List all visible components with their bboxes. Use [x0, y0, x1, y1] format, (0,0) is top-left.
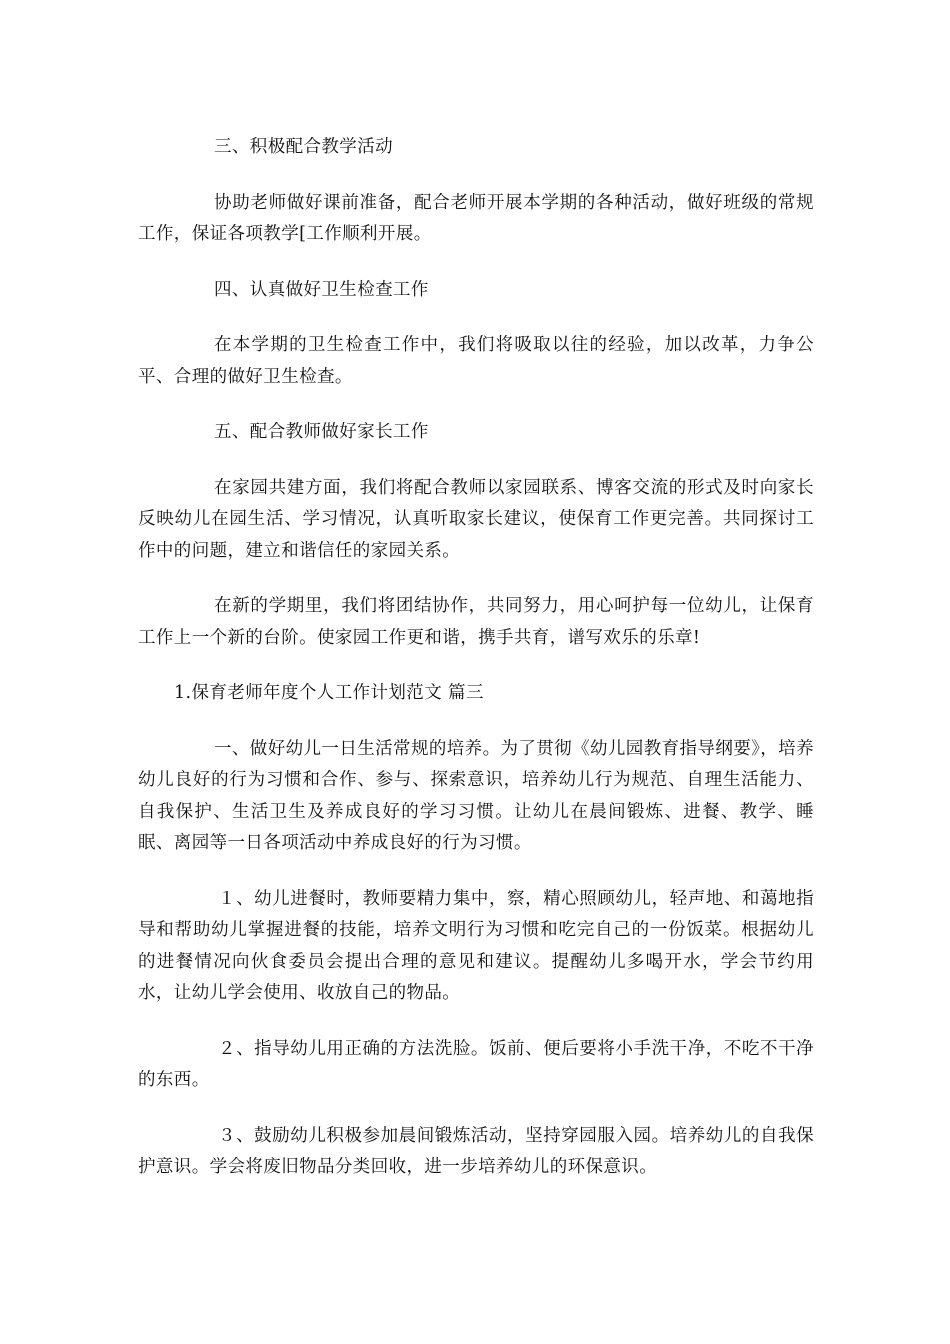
- numbered-item-3: ３、鼓励幼儿积极参加晨间锻炼活动，坚持穿园服入园。培养幼儿的自我保护意识。学会将废旧物品分类回收，进一步培养幼儿的环保意识。: [138, 1125, 814, 1177]
- paragraph: 在新的学期里，我们将团结协作，共同努力，用心呵护每一位幼儿，让保育工作上一个新的台阶。使家园工作更和谐，携手共育，谱写欢乐的乐章!: [138, 596, 814, 648]
- heading-4: 四、认真做好卫生检查工作: [214, 279, 429, 300]
- paragraph: 协助老师做好课前准备，配合老师开展本学期的各种活动，做好班级的常规工作，保证各项教学[工作顺利开展。: [138, 192, 814, 244]
- paragraph: 一、做好幼儿一日生活常规的培养。为了贯彻《幼儿园教育指导纲要》，培养幼儿良好的行为习惯和合作、参与、探索意识，培养幼儿行为规范、自理生活能力、自我保护、生活卫生及养成良好的学习习惯。让幼儿在晨间锻炼、进餐、教学、睡眠、离园等一日各项活动中养成良好的行为习惯。: [138, 738, 814, 853]
- heading-3: 三、积极配合教学活动: [214, 137, 393, 157]
- heading-5: 五、配合教师做好家长工作: [214, 422, 429, 442]
- numbered-item-1: １、幼儿进餐时，教师要精力集中，察，精心照顾幼儿，轻声地、和蔼地指导和帮助幼儿掌握进餐的技能，培养文明行为习惯和吃完自己的一份饭菜。根据幼儿的进餐情况向伙食委员会提出合理的意见和建议。提醒幼儿多喝开水，学会节约用水，让幼儿学会使用、收放自己的物品。: [138, 888, 814, 1003]
- section-title: 1.保育老师年度个人工作计划范文 篇三: [174, 683, 484, 703]
- paragraph: 在家园共建方面，我们将配合教师以家园联系、博客交流的形式及时向家长反映幼儿在园生活、学习情况，认真听取家长建议，使保育工作更完善。共同探讨工作中的问题，建立和谐信任的家园关系。: [138, 477, 814, 561]
- numbered-item-2: ２、指导幼儿用正确的方法洗脸。饭前、便后要将小手洗干净，不吃不干净的东西。: [138, 1038, 814, 1090]
- document-body: [138, 132, 814, 1208]
- paragraph: 在本学期的卫生检查工作中，我们将吸取以往的经验，加以改革，力争公平、合理的做好卫生检查。: [138, 335, 814, 387]
